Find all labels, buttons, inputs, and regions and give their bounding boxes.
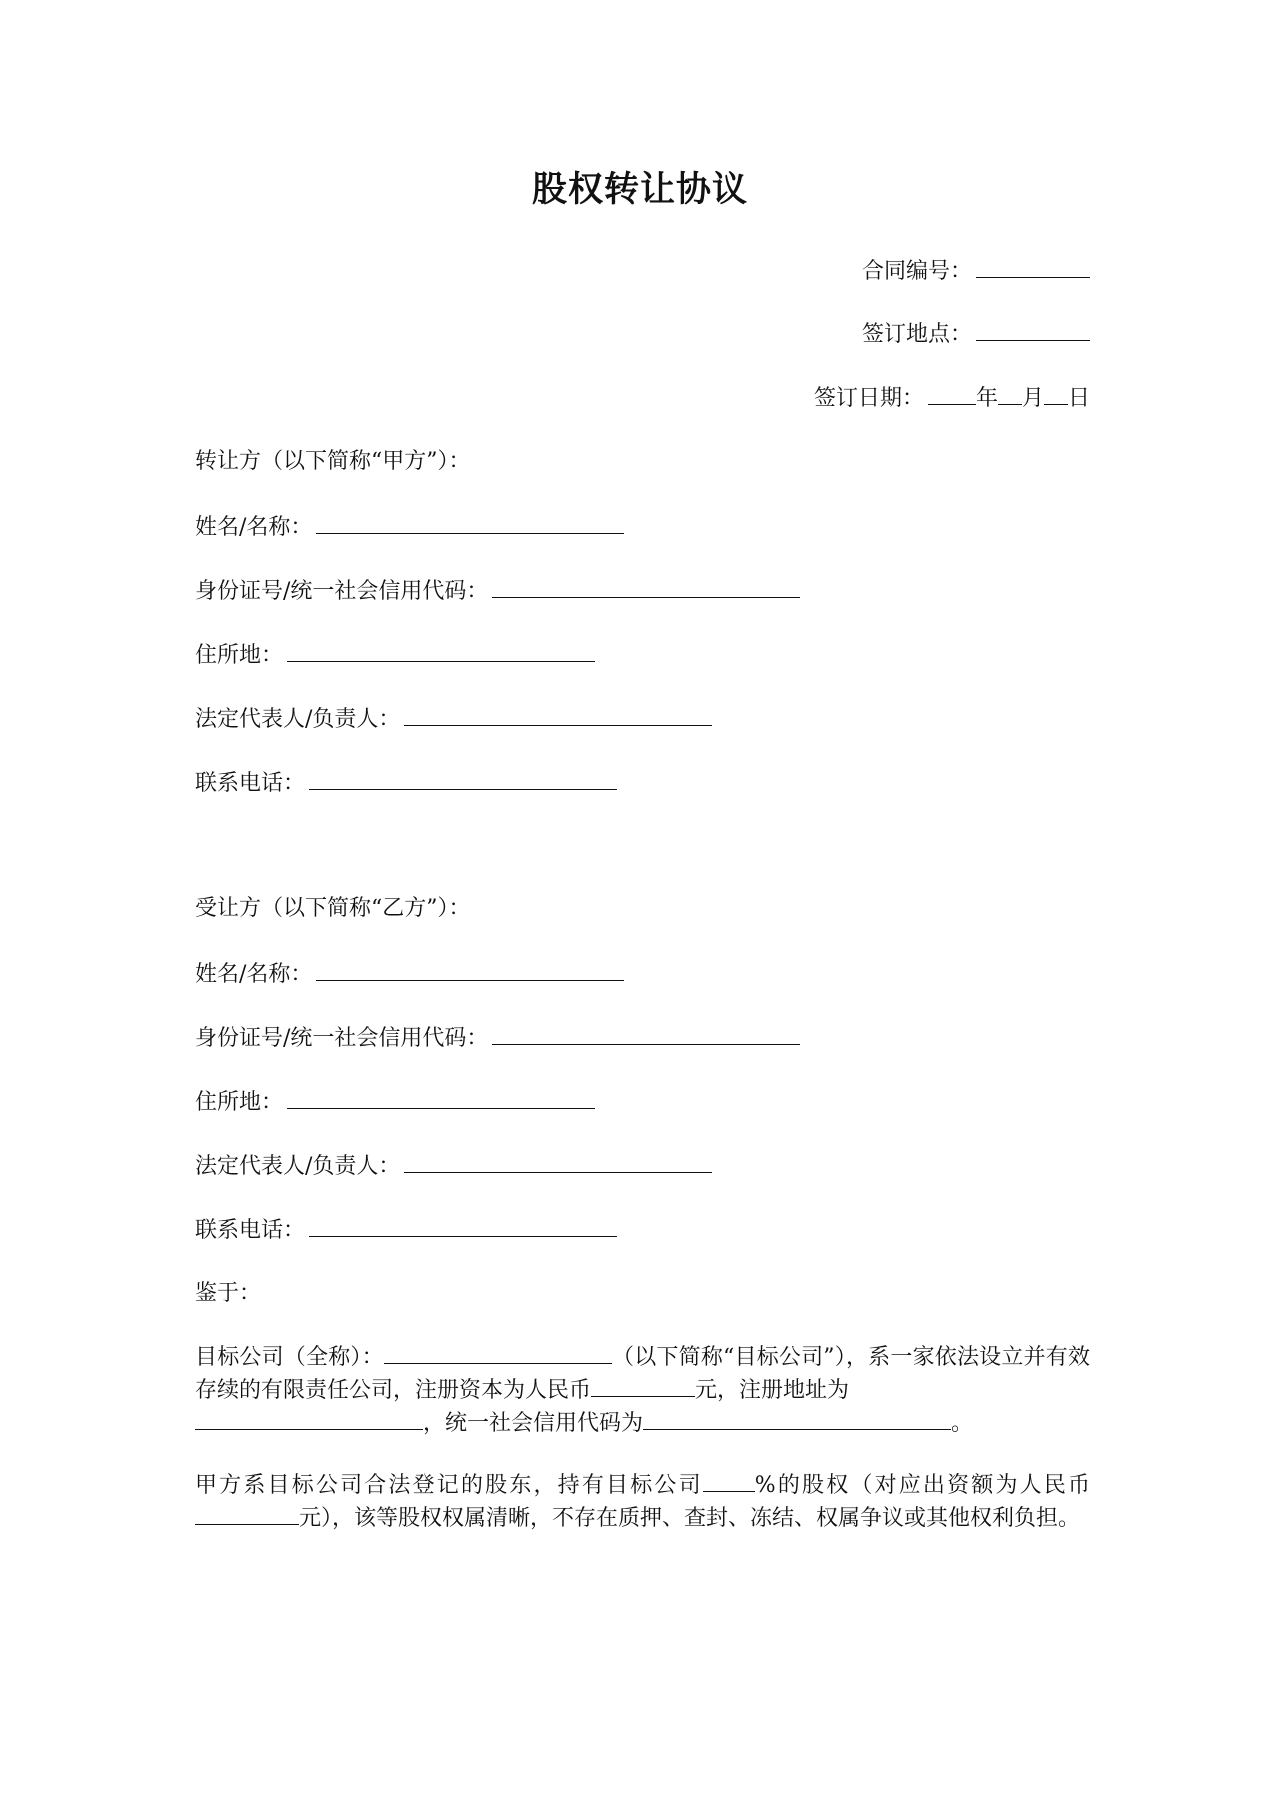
signing-place-label: 签订地点： (861, 322, 972, 347)
party-b-address-label: 住所地： (195, 1090, 284, 1115)
party-b-address-field[interactable] (287, 1086, 595, 1109)
party-b-phone-field[interactable] (309, 1214, 617, 1237)
party-b-name-row (195, 958, 624, 990)
party-a-id-row (195, 575, 800, 607)
para1-text-3: 元，注册地址为 (695, 1378, 850, 1403)
target-company-paragraph (195, 1341, 1090, 1440)
party-b-name-label: 姓名/名称： (195, 962, 313, 987)
document-title: 股权转让协议 (531, 169, 748, 210)
para2-text-2: %的股权（对应出资额为人民币 (754, 1473, 1090, 1498)
party-a-rep-label: 法定代表人/负责人： (195, 707, 401, 732)
para1-text-2: （以下简称“目标公司”），系一家依法设立并有效存续的有限责任公司，注册资本为人民币 (195, 1345, 1090, 1403)
year-label: 年 (975, 386, 998, 411)
party-a-phone-label: 联系电话： (195, 771, 306, 796)
equity-percent-field[interactable] (703, 1471, 755, 1492)
registered-capital-field[interactable] (591, 1376, 695, 1397)
party-a-rep-row (195, 703, 712, 735)
party-a-name-label: 姓名/名称： (195, 515, 313, 540)
day-label: 日 (1067, 386, 1090, 411)
party-b-id-field[interactable] (492, 1022, 800, 1045)
signing-year-field[interactable] (928, 382, 976, 405)
party-b-address-row (195, 1086, 595, 1118)
party-a-address-row (195, 639, 595, 671)
signing-date-label: 签订日期： (813, 386, 924, 411)
party-a-address-label: 住所地： (195, 643, 284, 668)
target-company-name-field[interactable] (384, 1343, 612, 1364)
signing-month-field[interactable] (998, 382, 1022, 405)
party-a-heading: 转让方（以下简称“甲方”）： (195, 449, 471, 474)
registered-address-field[interactable] (195, 1409, 423, 1430)
contract-number-label: 合同编号： (861, 259, 972, 284)
contract-number-field[interactable] (976, 255, 1090, 278)
party-a-rep-field[interactable] (404, 703, 712, 726)
para2-text-1: 甲方系目标公司合法登记的股东，持有目标公司 (195, 1473, 703, 1498)
signing-date-row (814, 382, 1090, 414)
para1-text-4: ，统一社会信用代码为 (423, 1411, 644, 1436)
party-a-name-field[interactable] (316, 511, 624, 534)
party-a-address-field[interactable] (287, 639, 595, 662)
signing-place-row (862, 318, 1090, 350)
party-b-name-field[interactable] (316, 958, 624, 981)
whereas-label: 鉴于： (195, 1281, 262, 1306)
party-b-rep-label: 法定代表人/负责人： (195, 1154, 401, 1179)
party-b-id-label: 身份证号/统一社会信用代码： (195, 1026, 489, 1051)
party-b-phone-row (195, 1214, 617, 1246)
para2-text-3: 元），该等股权权属清晰，不存在质押、查封、冻结、权属争议或其他权利负担。 (299, 1506, 1081, 1531)
capital-contribution-field[interactable] (195, 1504, 299, 1525)
signing-day-field[interactable] (1044, 382, 1068, 405)
contract-number-row (862, 255, 1090, 287)
party-b-rep-field[interactable] (404, 1150, 712, 1173)
party-a-phone-field[interactable] (309, 767, 617, 790)
month-label: 月 (1021, 386, 1044, 411)
party-b-id-row (195, 1022, 800, 1054)
party-a-id-label: 身份证号/统一社会信用代码： (195, 579, 489, 604)
para1-text-5: 。 (951, 1411, 974, 1436)
party-b-phone-label: 联系电话： (195, 1218, 306, 1243)
party-b-heading: 受让方（以下简称“乙方”）： (195, 896, 471, 921)
equity-holding-paragraph (195, 1469, 1090, 1535)
para1-text-1: 目标公司（全称）： (195, 1345, 384, 1370)
party-a-phone-row (195, 767, 617, 799)
party-a-name-row (195, 511, 624, 543)
party-a-id-field[interactable] (492, 575, 800, 598)
signing-place-field[interactable] (976, 318, 1090, 341)
target-credit-code-field[interactable] (643, 1409, 951, 1430)
party-b-rep-row (195, 1150, 712, 1182)
